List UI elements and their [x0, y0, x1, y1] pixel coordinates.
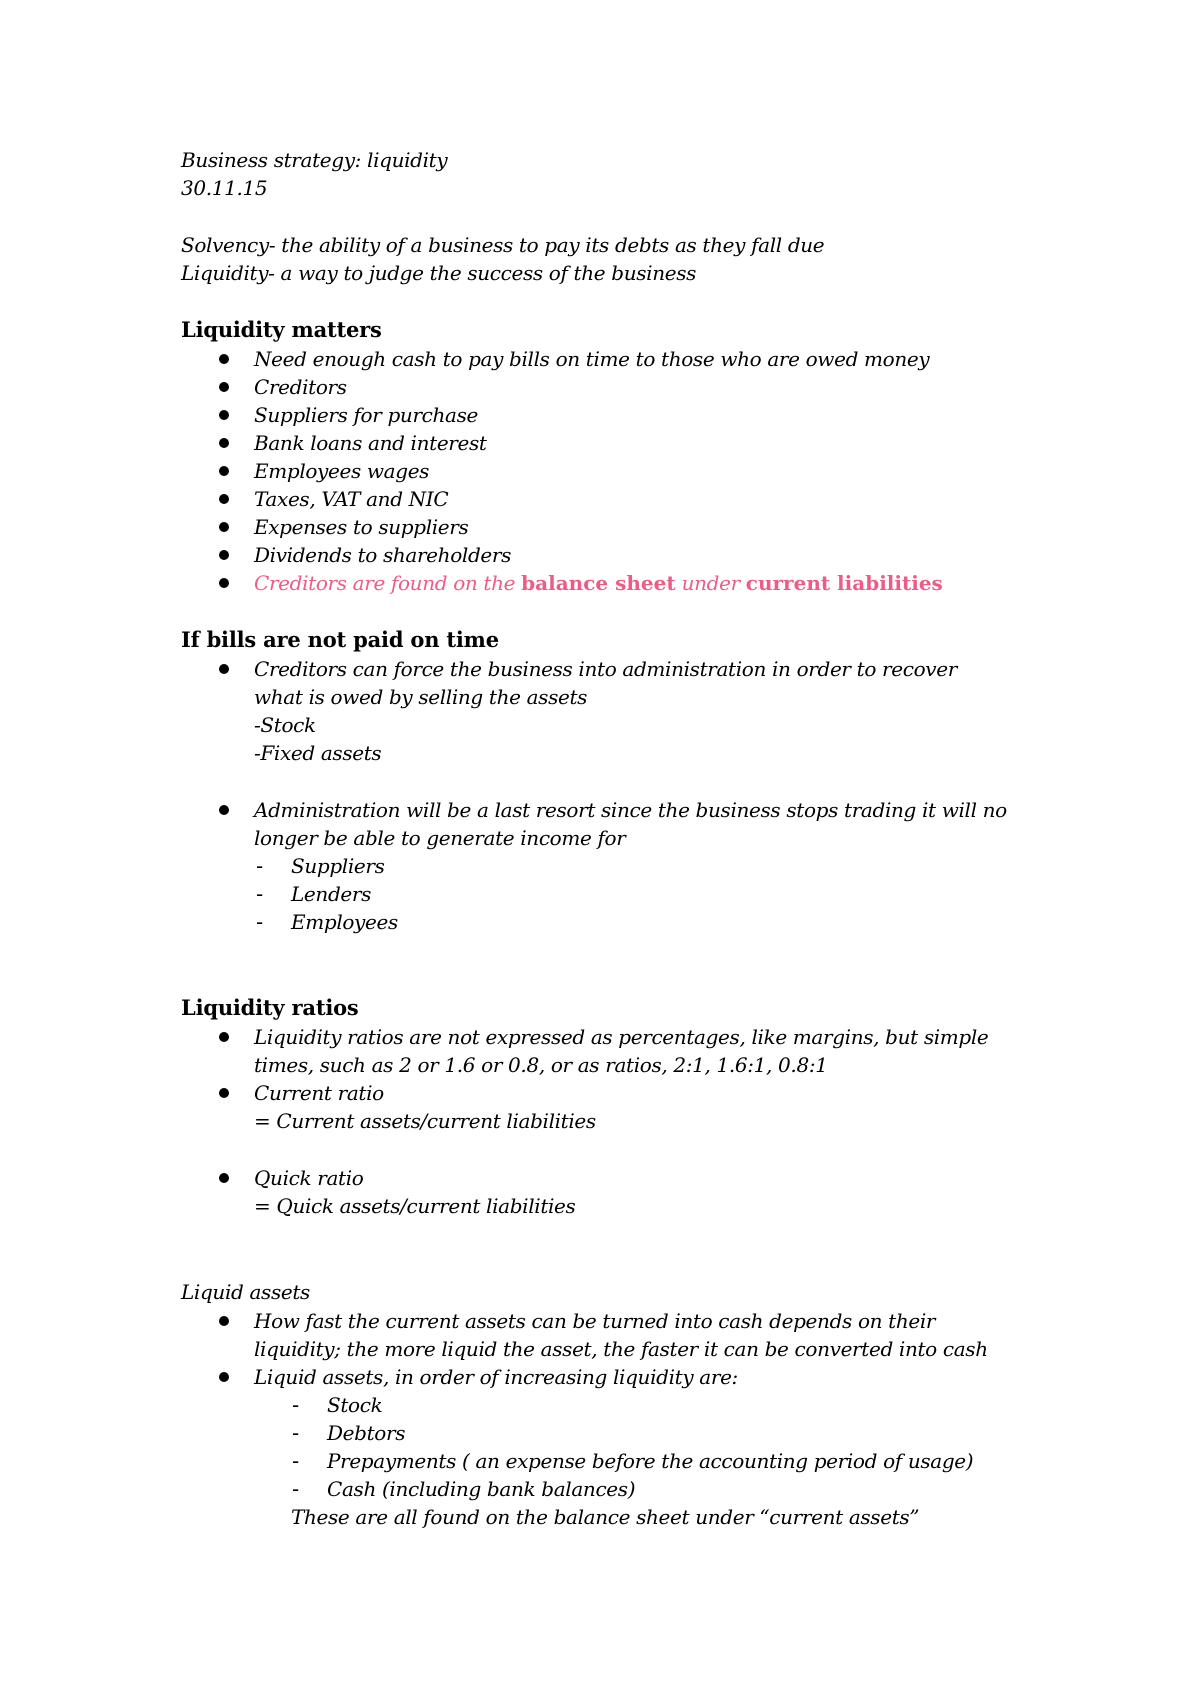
bullet-icon [219, 438, 229, 448]
bullet-icon [219, 1088, 229, 1098]
sub-item: Debtors [327, 1421, 406, 1445]
dash-icon: - [292, 1449, 300, 1473]
list-item: Creditors [254, 375, 347, 399]
dash-icon: - [292, 1393, 300, 1417]
doc-date: 30.11.15 [181, 176, 268, 200]
highlight-balance-sheet: balance sheet [521, 571, 676, 595]
highlight-text: Creditors are found on the [254, 571, 522, 595]
list-item: Administration will be a last resort since the business stops trading it will no [254, 798, 1007, 822]
list-item: Taxes, VAT and NIC [254, 487, 449, 511]
bullet-icon [219, 1032, 229, 1042]
sub-item: Lenders [291, 882, 372, 906]
bullet-icon [219, 382, 229, 392]
bullet-icon [219, 522, 229, 532]
list-item-continuation: times, such as 2 or 1.6 or 0.8, or as ratios, 2:1, 1.6:1, 0.8:1 [254, 1053, 828, 1077]
highlight-current-liabilities: current liabilities [745, 571, 943, 595]
heading-liquidity-matters: Liquidity matters [181, 317, 382, 342]
formula: = Quick assets/current liabilities [254, 1194, 576, 1218]
list-item: Bank loans and interest [254, 431, 487, 455]
highlighted-list-item [254, 569, 943, 597]
list-item: Current ratio [254, 1081, 384, 1105]
definition-solvency: Solvency- the ability of a business to pay its debts as they fall due [181, 233, 825, 257]
list-item-continuation: longer be able to generate income for [254, 826, 626, 850]
list-item: Employees wages [254, 459, 430, 483]
list-item: How fast the current assets can be turned into cash depends on their [254, 1309, 936, 1333]
formula: = Current assets/current liabilities [254, 1109, 596, 1133]
bullet-icon [219, 1316, 229, 1326]
bullet-icon [219, 354, 229, 364]
list-item: Quick ratio [254, 1166, 364, 1190]
bullet-icon [219, 410, 229, 420]
highlight-text: under [675, 571, 746, 595]
dash-icon: - [256, 854, 264, 878]
bullet-icon [219, 1173, 229, 1183]
bullet-icon [219, 1372, 229, 1382]
sub-item: Suppliers [291, 854, 385, 878]
sub-item: Prepayments ( an expense before the accounting period of usage) [327, 1449, 974, 1473]
bullet-icon [219, 578, 229, 588]
list-item: Liquid assets, in order of increasing liquidity are: [254, 1365, 738, 1389]
list-item-continuation: what is owed by selling the assets [254, 685, 588, 709]
sub-item: Employees [291, 910, 398, 934]
list-item-continuation: liquidity; the more liquid the asset, the faster it can be converted into cash [254, 1337, 988, 1361]
list-item: Expenses to suppliers [254, 515, 469, 539]
list-item: Liquidity ratios are not expressed as percentages, like margins, but simple [254, 1025, 989, 1049]
sub-item: -Stock [254, 713, 316, 737]
bullet-icon [219, 494, 229, 504]
sub-item: Cash (including bank balances) [327, 1477, 636, 1501]
heading-bills-not-paid: If bills are not paid on time [181, 627, 499, 652]
dash-icon: - [292, 1421, 300, 1445]
list-item: Need enough cash to pay bills on time to those who are owed money [254, 347, 930, 371]
bullet-icon [219, 466, 229, 476]
note-text: These are all found on the balance sheet under “current assets” [291, 1505, 920, 1529]
list-item: Suppliers for purchase [254, 403, 479, 427]
doc-title: Business strategy: liquidity [181, 148, 448, 172]
definition-liquidity: Liquidity- a way to judge the success of the business [181, 261, 697, 285]
dash-icon: - [256, 910, 264, 934]
dash-icon: - [256, 882, 264, 906]
heading-liquid-assets: Liquid assets [181, 1280, 310, 1304]
list-item: Creditors can force the business into administration in order to recover [254, 657, 957, 681]
bullet-icon [219, 805, 229, 815]
list-item: Dividends to shareholders [254, 543, 512, 567]
bullet-icon [219, 550, 229, 560]
heading-liquidity-ratios: Liquidity ratios [181, 995, 359, 1020]
dash-icon: - [292, 1477, 300, 1501]
bullet-icon [219, 664, 229, 674]
sub-item: -Fixed assets [254, 741, 382, 765]
sub-item: Stock [327, 1393, 383, 1417]
